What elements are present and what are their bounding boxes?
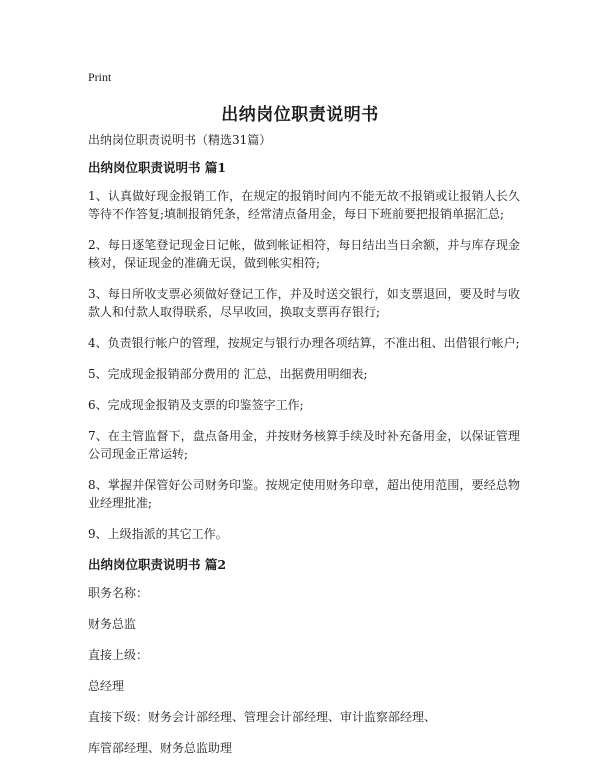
document-subtitle: 出纳岗位职责说明书（精选31篇） bbox=[88, 133, 272, 147]
duty-item-2: 2、每日逐笔登记现金日记帐，做到帐证相符，每日结出当日余额，并与库存现金核对，保证现金的准确无误，做到帐实相符; bbox=[88, 238, 520, 270]
duty-item-8: 8、掌握并保管好公司财务印鉴。按规定使用财务印章，超出使用范围，要经总物业经理批准; bbox=[88, 478, 520, 510]
document-body bbox=[88, 131, 520, 770]
duty-item-4: 4、负责银行帐户的管理，按规定与银行办理各项结算，不准出租、出借银行帐户; bbox=[88, 336, 520, 350]
duty-item-3: 3、每日所收支票必须做好登记工作，并及时送交银行，如支票退回，要及时与收款人和付款人取得联系，尽早收回，换取支票再存银行; bbox=[88, 287, 520, 319]
job-title-label: 职务名称： bbox=[88, 586, 149, 600]
print-label[interactable]: Print bbox=[88, 70, 112, 84]
direct-subordinates-line: 直接下级：财务会计部经理、管理会计部经理、审计监察部经理、 bbox=[88, 710, 437, 724]
duty-item-6: 6、完成现金报销及支票的印鉴签字工作; bbox=[88, 398, 304, 412]
direct-subordinates-continued: 库管部经理、财务总监助理 bbox=[88, 741, 233, 755]
section-heading-2: 出纳岗位职责说明书 篇2 bbox=[88, 557, 227, 572]
duty-item-5: 5、完成现金报销部分费用的 汇总，出据费用明细表; bbox=[88, 367, 368, 381]
page-title: 出纳岗位职责说明书 bbox=[221, 105, 379, 125]
direct-superior-label: 直接上级： bbox=[88, 648, 149, 662]
direct-superior-value: 总经理 bbox=[88, 679, 125, 693]
job-title-value: 财务总监 bbox=[88, 617, 137, 631]
section-heading-1: 出纳岗位职责说明书 篇1 bbox=[88, 160, 227, 175]
duty-item-7: 7、在主管监督下，盘点备用金，并按财务核算手续及时补充备用金，以保证管理公司现金正常运转; bbox=[88, 429, 520, 461]
duty-item-1: 1、认真做好现金报销工作，在规定的报销时间内不能无故不报销或让报销人长久等待不作答复;填制报销凭条，经常清点备用金，每日下班前要把报销单据汇总; bbox=[88, 189, 520, 221]
duty-item-9: 9、上级指派的其它工作。 bbox=[88, 527, 228, 541]
